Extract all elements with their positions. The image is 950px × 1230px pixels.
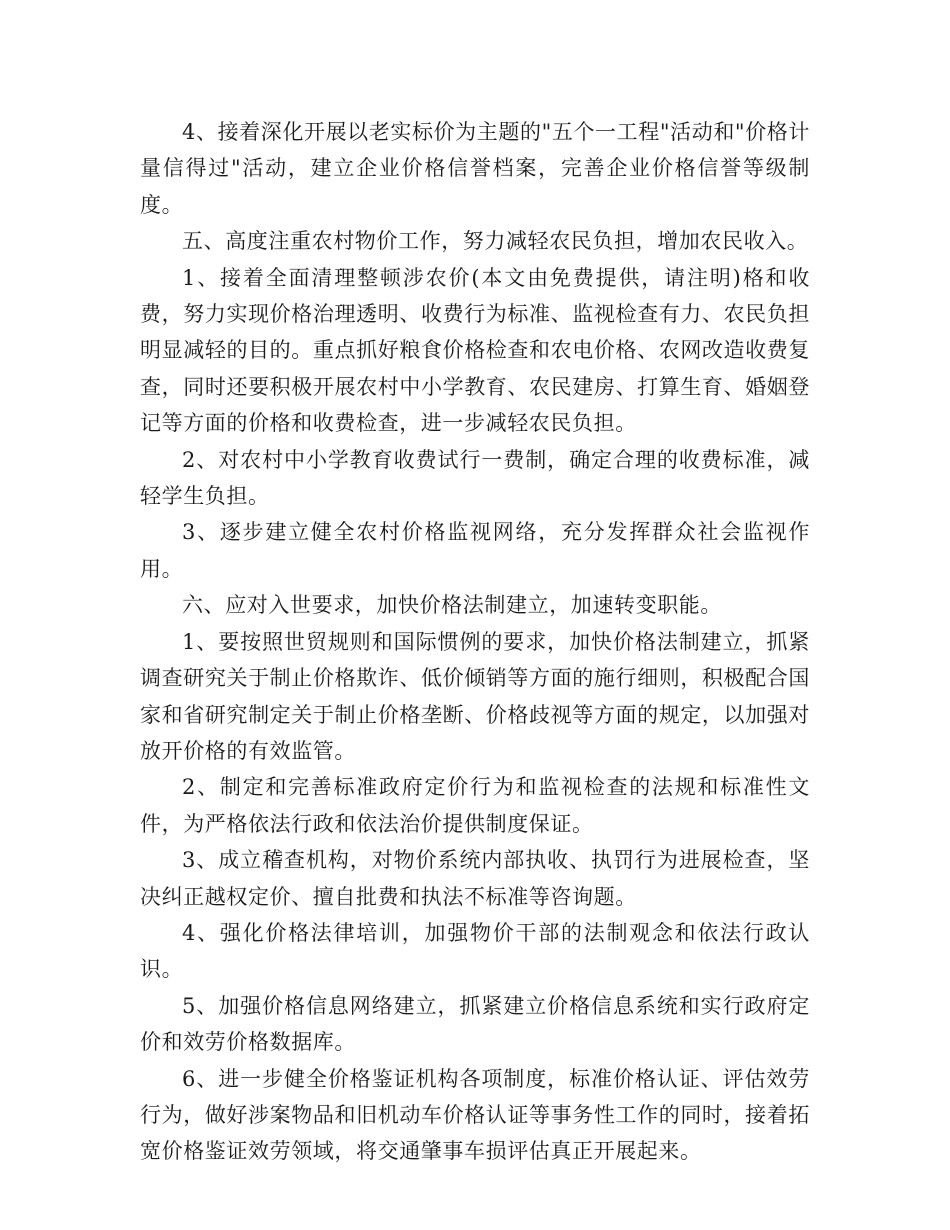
document-page: [140, 114, 810, 1170]
paragraph-item-1-rural-fees: 1、接着全面清理整顿涉农价(本文由免费提供，请注明)格和收费，努力实现价格治理透明、收费行为标准、监视检查有力、农民负担明显减轻的目的。重点抓好粮食价格检查和农电价格、农网改造收费复查，同时还要积极开展农村中小学教育、农民建房、打算生育、婚姻登记等方面的价格和收费检查，进一步减轻农民负担。: [140, 265, 810, 436]
paragraph-item-2-regulations: 2、制定和完善标准政府定价行为和监视检查的法规和标准性文件，为严格依法行政和依法治价提供制度保证。: [140, 775, 810, 836]
paragraph-item-4-legal-training: 4、强化价格法律培训，加强物价干部的法制观念和依法行政认识。: [140, 920, 810, 982]
paragraph-item-2-school-fees: 2、对农村中小学教育收费试行一费制，确定合理的收费标准，减轻学生负担。: [140, 447, 810, 509]
section-heading-rural-prices: 五、高度注重农村物价工作，努力减轻农民负担，增加农民收入。: [182, 229, 809, 254]
paragraph-item-3-rural-supervision: 3、逐步建立健全农村价格监视网络，充分发挥群众社会监视作用。: [140, 520, 810, 581]
paragraph-item-1-wto-rules: 1、要按照世贸规则和国际惯例的要求，加快价格法制建立，抓紧调查研究关于制止价格欺诈、低价倾销等方面的施行细则，积极配合国家和省研究制定关于制止价格垄断、价格歧视等方面的规定，以加强对放开价格的有效监管。: [140, 629, 810, 763]
section-heading-wto-legal: 六、应对入世要求，加快价格法制建立，加速转变职能。: [182, 593, 722, 618]
paragraph-item-6-price-appraisal: 6、进一步健全价格鉴证机构各项制度，标准价格认证、评估效劳行为，做好涉案物品和旧机动车价格认证等事务性工作的同时，接着拓宽价格鉴证效劳领域，将交通肇事车损评估真正开展起来。: [140, 1066, 810, 1164]
paragraph-item-3-inspection-agency: 3、成立稽查机构，对物价系统内部执收、执罚行为进展检查，坚决纠正越权定价、擅自批费和执法不标准等咨询题。: [140, 848, 810, 909]
paragraph-item-4-price-credit: 4、接着深化开展以老实标价为主题的"五个一工程"活动和"价格计量信得过"活动，建立企业价格信誉档案，完善企业价格信誉等级制度。: [140, 120, 810, 217]
paragraph-item-5-info-network: 5、加强价格信息网络建立，抓紧建立价格信息系统和实行政府定价和效劳价格数据库。: [140, 993, 810, 1055]
